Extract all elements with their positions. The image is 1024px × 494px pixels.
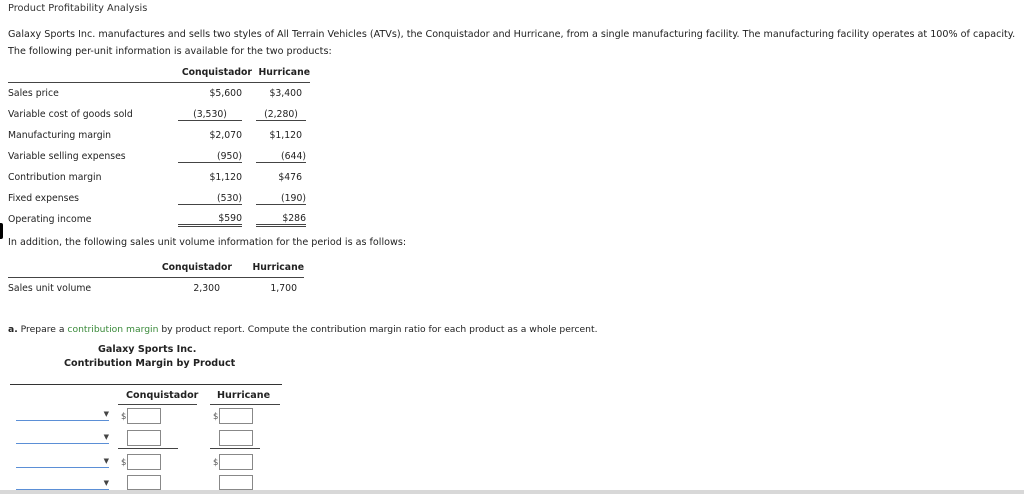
cell-value: 1,700: [270, 283, 297, 294]
cell-value: $5,600: [209, 88, 242, 99]
report-col-hurricane: Hurricane: [217, 390, 271, 401]
col-header-hurricane: Hurricane: [258, 66, 310, 78]
cell-value: (2,280): [256, 109, 306, 121]
table-row: [8, 278, 304, 300]
subtotal-rule: [118, 448, 178, 449]
table-row: [8, 104, 310, 125]
conquistador-input[interactable]: [127, 475, 161, 490]
conquistador-input[interactable]: [127, 454, 161, 470]
cell-value: $3,400: [269, 88, 302, 99]
chevron-down-icon: ▼: [103, 410, 109, 418]
table-row: [8, 209, 310, 230]
cell-value: (644): [256, 151, 306, 163]
scrollbar-track[interactable]: [0, 490, 1024, 494]
report-company: Galaxy Sports Inc.: [98, 344, 197, 355]
question-a: [8, 324, 598, 335]
cell-value: $2,070: [209, 130, 242, 141]
col-header-hurricane: Hurricane: [252, 261, 304, 273]
row-label: Sales price: [8, 88, 59, 99]
cell-value: 2,300: [193, 283, 220, 294]
subtotal-rule: [210, 448, 260, 449]
addition-text: In addition, the following sales unit volume information for the period is as follows:: [8, 237, 407, 248]
row-label: Contribution margin: [8, 172, 102, 183]
per-unit-table: [8, 62, 310, 230]
conquistador-input[interactable]: [127, 408, 161, 424]
dollar-sign: $: [121, 412, 127, 422]
table-row: [8, 83, 310, 105]
table-row: [8, 167, 310, 188]
report-top-rule: [10, 384, 282, 385]
hurricane-input[interactable]: [219, 408, 253, 424]
dollar-sign: $: [213, 412, 219, 422]
table-row: [8, 146, 310, 167]
hurricane-input[interactable]: [219, 475, 253, 490]
intro-paragraph: Galaxy Sports Inc. manufactures and sells two styles of All Terrain Vehicles (ATVs), the Conquistador and Hurricane, from a single manufacturing facility. The manufacturing facility operates at 100% of capacity. The following per-unit information is available for the two products:: [8, 29, 1016, 57]
cell-value: $1,120: [209, 172, 242, 183]
hurricane-input[interactable]: [219, 430, 253, 446]
row-label: Operating income: [8, 214, 92, 225]
table-row: [8, 188, 310, 209]
col-header-conquistador: Conquistador: [161, 261, 232, 273]
sales-volume-table: [8, 257, 304, 299]
contribution-margin-link[interactable]: contribution margin: [67, 324, 159, 335]
page-title: Product Profitability Analysis: [8, 3, 148, 14]
cell-value: (3,530): [178, 109, 242, 121]
question-text-after: by product report. Compute the contribution margin ratio for each product as a whole percent.: [161, 324, 598, 335]
col-rule: [118, 404, 197, 405]
cell-value: $1,120: [269, 130, 302, 141]
dollar-sign: $: [213, 458, 219, 468]
cell-value: (530): [178, 193, 242, 205]
chevron-down-icon: ▼: [103, 433, 109, 441]
hurricane-input[interactable]: [219, 454, 253, 470]
chevron-down-icon: ▼: [103, 457, 109, 465]
row-label: Variable cost of goods sold: [8, 109, 133, 120]
col-header-conquistador: Conquistador: [181, 66, 252, 78]
focus-marker: [0, 223, 3, 239]
dollar-sign: $: [121, 458, 127, 468]
line-item-dropdown[interactable]: [16, 408, 109, 421]
conquistador-input[interactable]: [127, 430, 161, 446]
line-item-dropdown[interactable]: [16, 477, 109, 490]
cell-value: $590: [178, 213, 242, 227]
chevron-down-icon: ▼: [103, 479, 109, 487]
cell-value: (190): [256, 193, 306, 205]
report-col-conquistador: Conquistador: [126, 390, 199, 401]
question-text-before: Prepare a: [20, 324, 65, 335]
col-rule: [210, 404, 280, 405]
question-label: a.: [8, 324, 18, 335]
report-heading: Contribution Margin by Product: [64, 358, 236, 369]
row-label: Manufacturing margin: [8, 130, 112, 141]
cell-value: $286: [256, 213, 306, 227]
table-row: [8, 125, 310, 146]
cell-value: $476: [278, 172, 302, 183]
row-label: Sales unit volume: [8, 283, 92, 294]
row-label: Variable selling expenses: [8, 151, 126, 162]
row-label: Fixed expenses: [8, 193, 80, 204]
line-item-dropdown[interactable]: [16, 431, 109, 444]
cell-value: (950): [178, 151, 242, 163]
line-item-dropdown[interactable]: [16, 455, 109, 468]
